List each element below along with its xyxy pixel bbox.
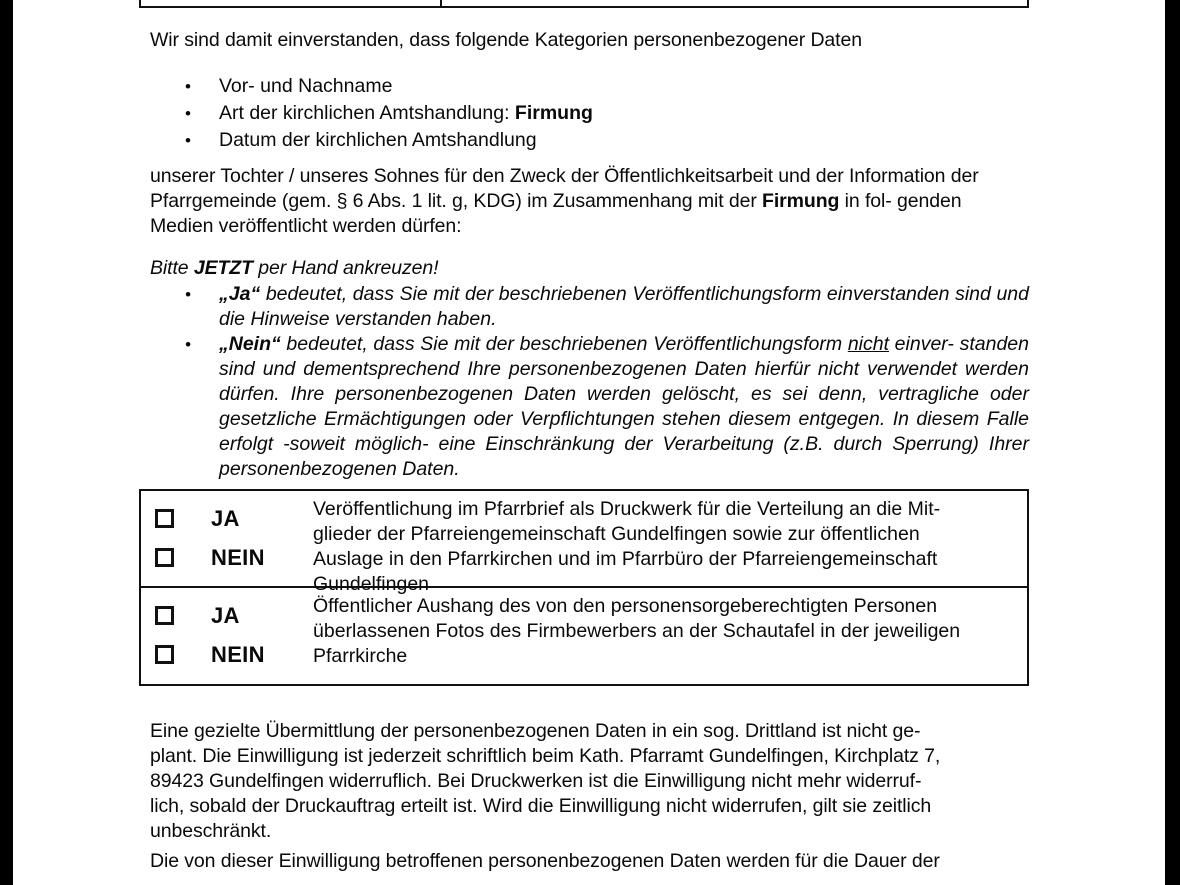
consent-option-2-yes-row[interactable] [155,596,307,635]
data-categories-list [185,74,919,155]
purpose-line-2: der Pfarrgemeinde (gem. § 6 Abs. 1 lit. g, KDG) im Zusammenhang mit der [150,165,979,212]
bullet-icon: • [185,77,191,96]
retention-line-1: Die von dieser Einwilligung betroffenen personenbezogenen Daten werden für die Dauer der [150,850,940,872]
consent-option-pfarrbrief[interactable] [139,489,1029,595]
checkbox-yes-option-2[interactable] [155,606,174,625]
purpose-line-3: genden Medien veröffentlicht werden dürfen: [150,190,962,237]
instruction-suffix: per Hand ankreuzen! [252,257,439,279]
revocation-paragraph [150,719,1028,844]
consent-option-1-yes-label: JA [211,505,240,531]
consent-option-1-no-row[interactable] [155,538,307,577]
consent-lead-text: Wir sind damit einverstanden, dass folgende Kategorien personenbezogener Daten [150,29,862,51]
retention-paragraph [150,849,1028,874]
bullet-icon: • [185,104,191,123]
purpose-line-2-tail: in fol- [839,190,892,212]
explanation-ja-line-1: bedeutet, dass Sie mit der beschriebenen Veröffentlichungsform einverstanden [260,283,950,305]
revocation-line-1: Eine gezielte Übermittlung der personenbezogenen Daten in ein sog. Drittland ist nicht ge- [150,720,921,742]
list-item [185,332,1030,482]
consent-option-1-description [307,491,1027,595]
purpose-sacrament-highlight: Firmung [762,190,840,212]
list-item [185,282,1029,332]
explanation-nein-line-6: Verarbeitung (z.B. durch Sperrung) Ihrer personenbezogenen Daten. [219,433,1029,480]
explanation-nein-line-1: bedeutet, dass Sie mit der beschriebenen Veröffentlichungsform [280,333,848,355]
revocation-line-4: lich, sobald der Druckauftrag erteilt ist. Wird die Einwilligung nicht widerrufen, gilt sie zeitlich [150,795,932,817]
bullet-icon: • [185,131,191,150]
consent-option-2-line-3: Pfarrkirche [313,645,408,667]
consent-option-2-line-2: überlassenen Fotos des Firmbewerbers an der Schautafel in der jeweiligen [313,620,961,642]
consent-option-1-yes-row[interactable] [155,499,307,538]
yes-no-explanation-list [185,282,1030,482]
explanation-keyword-ja: „Ja“ [219,283,261,305]
top-partial-table [139,0,1029,8]
category-value-highlight: Firmung [514,102,593,124]
consent-option-2-no-label: NEIN [211,641,265,667]
consent-lead-paragraph [150,28,1028,53]
explanation-nein-line-4: denn, vertragliche oder gesetzliche Ermächtigungen oder Verpflichtungen stehen [219,383,1029,430]
purpose-line-1: unserer Tochter / unseres Sohnes für den Zweck der Öffentlichkeitsarbeit und der Information [150,165,946,187]
explanation-nein-line-5: diesem entgegen. In diesem Falle erfolgt -soweit möglich- eine Einschränkung der [219,408,1029,455]
checkbox-no-option-1[interactable] [155,548,174,567]
consent-option-2-choices [141,588,307,684]
consent-option-1-no-label: NEIN [211,544,265,570]
category-label: Vor- und Nachname [219,75,393,97]
purpose-paragraph [150,164,1028,239]
consent-option-2-yes-label: JA [211,602,240,628]
bullet-icon: • [185,285,191,304]
checkbox-yes-option-1[interactable] [155,509,174,528]
explanation-underlined-nicht: nicht [847,333,890,355]
explanation-nein-line-1-tail: einver- [889,333,954,355]
list-item [185,74,919,99]
bullet-icon: • [185,335,191,354]
consent-option-2-description [307,588,1027,684]
explanation-nein-line-2: standen sind und dementsprechend Ihre personenbezogenen Daten hierfür nicht [219,333,1030,380]
consent-option-1-line-1: Veröffentlichung im Pfarrbrief als Druckwerk für die Verteilung an die Mit- [313,498,941,520]
instruction-emphasis: JETZT [193,257,253,279]
consent-option-1-line-4: Gundelfingen [313,573,430,595]
checkbox-no-option-2[interactable] [155,645,174,664]
consent-option-1-line-3: Auslage in den Pfarrkirchen und im Pfarrbüro der Pfarreiengemeinschaft [313,548,938,570]
consent-option-aushang[interactable] [139,588,1029,686]
consent-option-2-no-row[interactable] [155,635,307,674]
revocation-line-3: 89423 Gundelfingen widerruflich. Bei Druckwerken ist die Einwilligung nicht mehr widerruf- [150,770,922,792]
explanation-ja-line-2: sind und die Hinweise verstanden haben. [219,283,1029,330]
list-item [185,101,919,126]
category-label: Art der kirchlichen Amtshandlung: [219,102,515,124]
revocation-line-5: unbeschränkt. [150,820,272,842]
explanation-nein-line-3: verwendet werden dürfen. Ihre personenbezogenen Daten werden gelöscht, es sei [219,358,1030,405]
list-item [185,128,919,153]
category-label: Datum der kirchlichen Amtshandlung [219,129,537,151]
consent-option-1-line-2: glieder der Pfarreiengemeinschaft Gundelfingen sowie zur öffentlichen [313,523,920,545]
consent-option-1-choices [141,491,307,586]
handwriting-instruction [150,256,1028,281]
top-table-column-divider [440,0,442,6]
consent-option-2-line-1: Öffentlicher Aushang des von den personensorgeberechtigten Personen [313,595,938,617]
revocation-line-2: plant. Die Einwilligung ist jederzeit schriftlich beim Kath. Pfarramt Gundelfingen, Kirchplatz 7, [150,745,941,767]
explanation-keyword-nein: „Nein“ [219,333,281,355]
instruction-prefix: Bitte [150,257,194,279]
